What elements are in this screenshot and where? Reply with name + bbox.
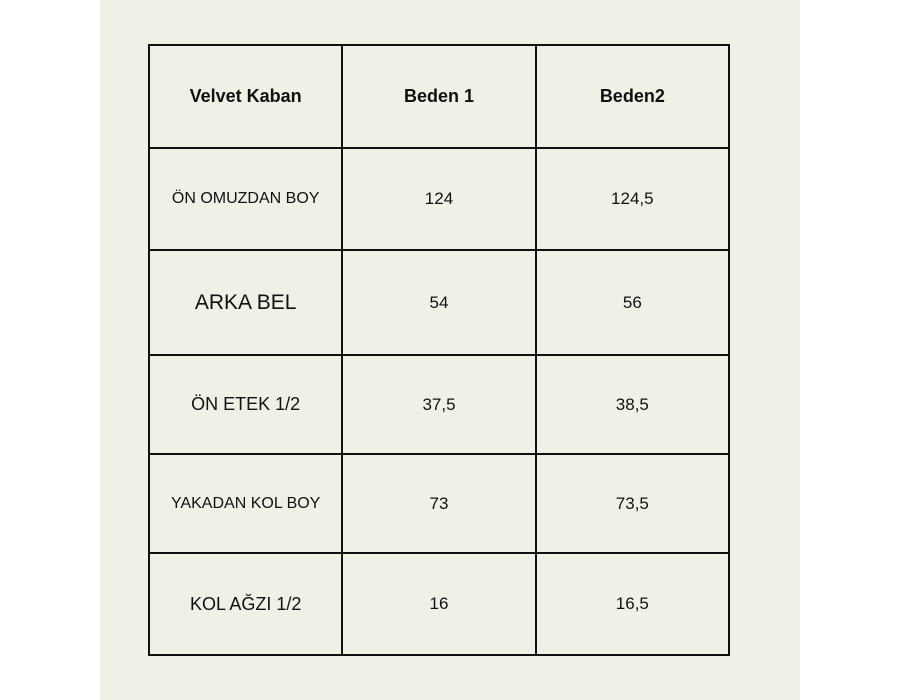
table-header-row <box>149 45 729 148</box>
size-1-value: 16 <box>342 553 535 655</box>
size-chart-table <box>148 44 730 656</box>
measurement-label: KOL AĞZI 1/2 <box>149 553 342 655</box>
measurement-label: YAKADAN KOL BOY <box>149 454 342 553</box>
document-canvas <box>100 0 800 700</box>
header-size-1: Beden 1 <box>342 45 535 148</box>
size-2-value: 16,5 <box>536 553 729 655</box>
measurement-label: ÖN OMUZDAN BOY <box>149 148 342 250</box>
size-1-value: 37,5 <box>342 355 535 454</box>
header-product-name: Velvet Kaban <box>149 45 342 148</box>
table-row <box>149 148 729 250</box>
table-row <box>149 355 729 454</box>
size-2-value: 38,5 <box>536 355 729 454</box>
size-1-value: 54 <box>342 250 535 355</box>
measurement-label: ARKA BEL <box>149 250 342 355</box>
header-size-2: Beden2 <box>536 45 729 148</box>
table-row <box>149 454 729 553</box>
table-row <box>149 553 729 655</box>
size-2-value: 56 <box>536 250 729 355</box>
size-2-value: 124,5 <box>536 148 729 250</box>
table-row <box>149 250 729 355</box>
size-1-value: 73 <box>342 454 535 553</box>
measurement-label: ÖN ETEK 1/2 <box>149 355 342 454</box>
size-2-value: 73,5 <box>536 454 729 553</box>
size-1-value: 124 <box>342 148 535 250</box>
